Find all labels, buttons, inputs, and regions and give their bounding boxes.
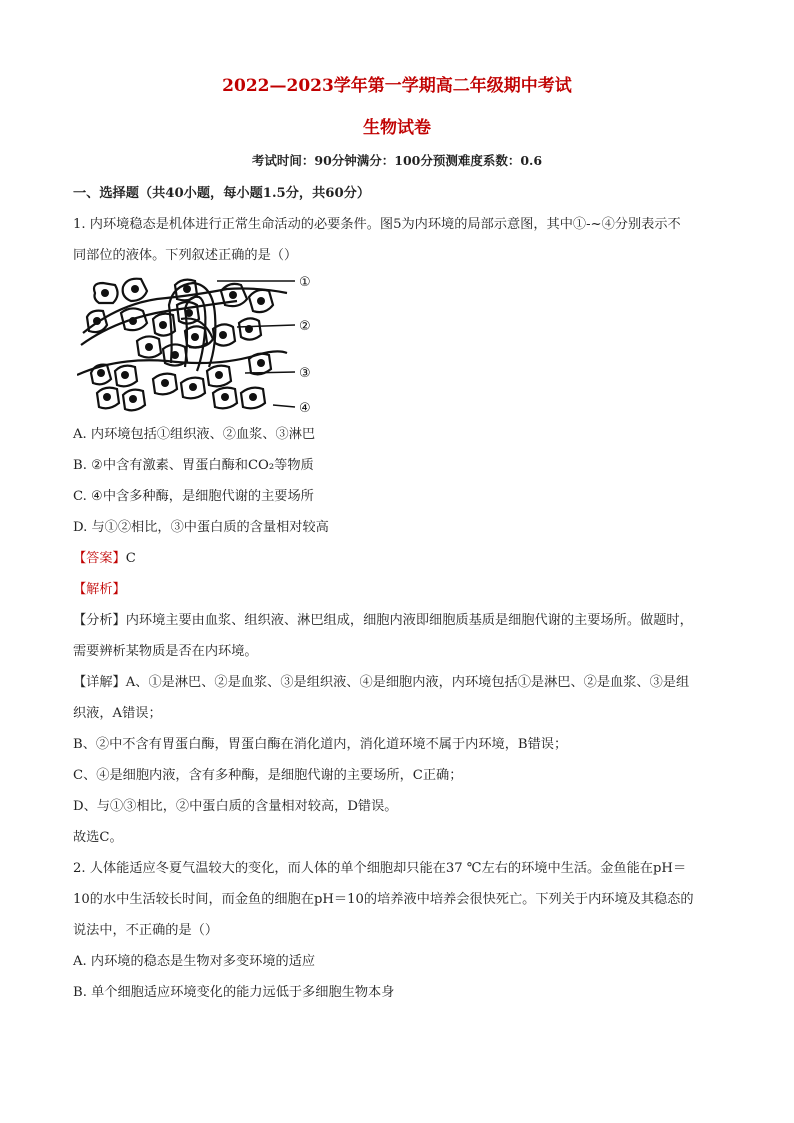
q2-stem-line1: 2. 人体能适应冬夏气温较大的变化，而人体的单个细胞却只能在37 ℃左右的环境中生活。金鱼能在pH＝ [73, 861, 687, 876]
q1-analysis-tag [73, 574, 723, 605]
q2-stem-line2: 10的水中生活较长时间，而金鱼的细胞在pH＝10的培养液中培养会很快死亡。下列关于内环境及其稳态的 [73, 892, 694, 907]
q1-option-b: B. ②中含有激素、胃蛋白酶和CO₂等物质 [73, 458, 314, 473]
figure-label-2: ② [299, 319, 311, 334]
q1-answer [73, 543, 723, 574]
fenxi-text: 内环境主要由血浆、组织液、淋巴组成，细胞内液即细胞质基质是细胞代谢的主要场所。做题时， [125, 613, 693, 628]
q2-option-a: A. 内环境的稳态是生物对多变环境的适应 [73, 954, 316, 969]
q1-xiangjie-line2: 织液，A错误； [73, 706, 162, 721]
q1-option-d: D. 与①②相比，③中蛋白质的含量相对较高 [73, 520, 329, 535]
section-heading: 一、选择题（共40小题，每小题1.5分，共60分） [73, 186, 371, 201]
q2-option-b: B. 单个细胞适应环境变化的能力远低于多细胞生物本身 [73, 985, 395, 1000]
exam-subtitle: 生物试卷 [363, 118, 431, 138]
q1-xiangjie-line1 [73, 667, 723, 698]
figure-label-4: ④ [299, 401, 311, 415]
q1-stem-line1: 1. 内环境稳态是机体进行正常生命活动的必要条件。图5为内环境的局部示意图，其中①-~④分别表示不 [73, 217, 681, 232]
q1-fenxi-line1 [73, 605, 723, 636]
q1-line-b: B、②中不含有胃蛋白酶，胃蛋白酶在消化道内，消化道环境不属于内环境，B错误； [73, 737, 568, 752]
answer-value: C [125, 551, 136, 566]
fenxi-tag: 【分析】 [73, 613, 126, 628]
q1-stem-line2: 同部位的液体。下列叙述正确的是（） [73, 248, 298, 263]
q1-line-d: D、与①③相比，②中蛋白质的含量相对较高，D错误。 [73, 799, 398, 814]
q1-line-c: C、④是细胞内液，含有多种酶，是细胞代谢的主要场所，C正确； [73, 768, 463, 783]
exam-content [73, 178, 723, 1008]
q2-stem-line3: 说法中，不正确的是（） [73, 923, 219, 938]
q1-option-c: C. ④中含多种酶，是细胞代谢的主要场所 [73, 489, 314, 504]
q1-option-a: A. 内环境包括①组织液、②血浆、③淋巴 [73, 427, 316, 442]
xiangjie-tag: 【详解】 [73, 675, 126, 690]
cell-diagram [77, 275, 337, 415]
q1-fenxi-line2: 需要辨析某物质是否在内环境。 [73, 644, 258, 659]
figure-label-1: ① [299, 275, 311, 290]
q1-conclusion: 故选C。 [73, 830, 123, 845]
xiangjie-text: A、①是淋巴、②是血浆、③是组织液、④是细胞内液，内环境包括①是淋巴、②是血浆、③是组 [125, 675, 690, 690]
exam-meta: 考试时间：90分钟满分：100分预测难度系数：0.6 [251, 153, 543, 168]
exam-title: 2022—2023学年第一学期高二年级期中考试 [222, 76, 572, 96]
figure-label-3: ③ [299, 366, 311, 381]
answer-tag: 【答案】 [73, 551, 126, 566]
analysis-tag: 【解析】 [73, 582, 126, 597]
inner-environment-figure [77, 275, 723, 415]
